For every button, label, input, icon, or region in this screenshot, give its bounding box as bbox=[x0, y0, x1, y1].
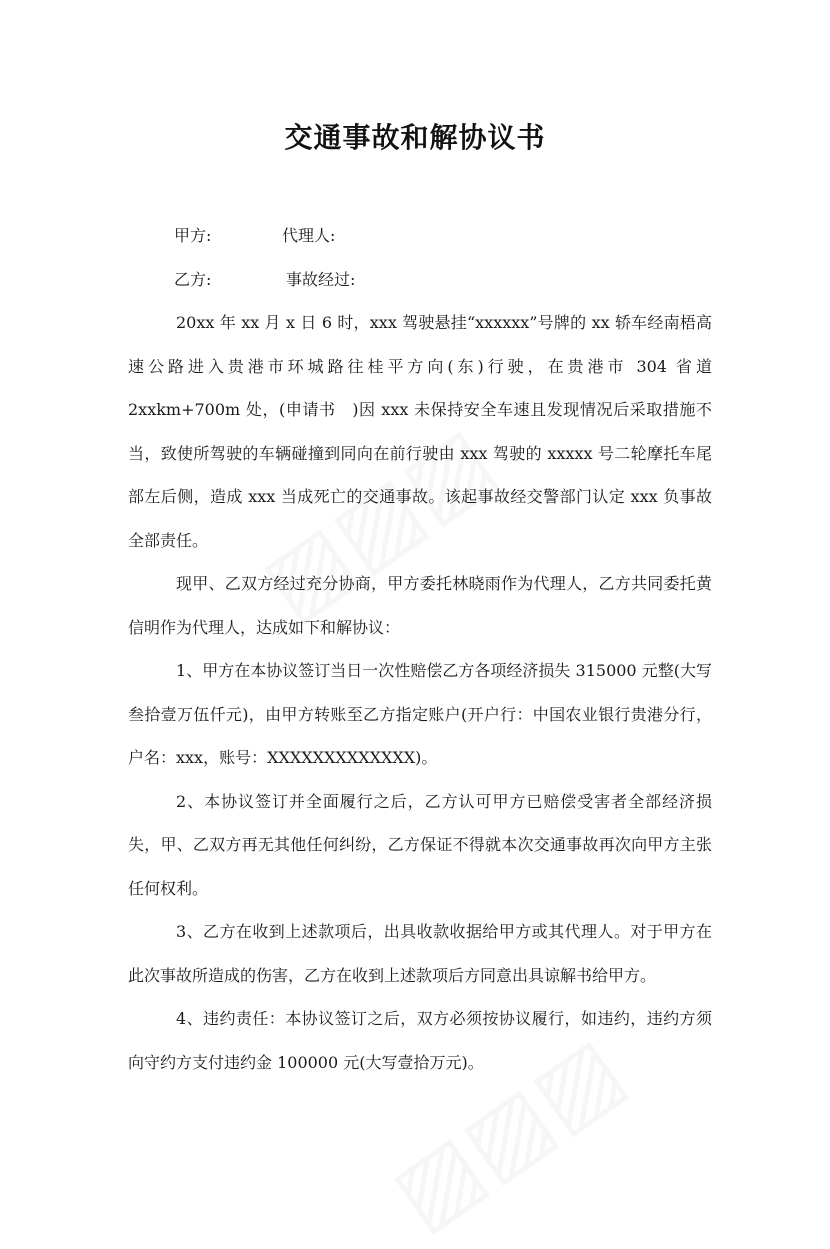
clause-3: 3、乙方在收到上述款项后，出具收款收据给甲方或其代理人。对于甲方在此次事故所造成的伤害，乙方在收到上述款项后方同意出具谅解书给甲方。 bbox=[128, 922, 712, 985]
document-title: 交通事故和解协议书 bbox=[284, 121, 546, 154]
party-a-row bbox=[128, 214, 712, 258]
accident-label: 事故经过: bbox=[286, 269, 356, 289]
paragraph-consultation: 现甲、乙双方经过充分协商，甲方委托林晓雨作为代理人，乙方共同委托黄信明作为代理人，达成如下和解协议： bbox=[128, 574, 712, 637]
party-b-row bbox=[128, 258, 712, 302]
party-a-label: 甲方: bbox=[174, 226, 212, 245]
clause-1: 1、甲方在本协议签订当日一次性赔偿乙方各项经济损失 315000 元整(大写叁拾壹万伍仟元)，由甲方转账至乙方指定账户(开户行：中国农业银行贵港分行，户名：xxx，账号：XXXXXXXXXXXXX)。 bbox=[128, 661, 712, 767]
document-body bbox=[128, 214, 712, 1084]
clause-2: 2、本协议签订并全面履行之后，乙方认可甲方已赔偿受害者全部经济损失，甲、乙双方再无其他任何纠纷，乙方保证不得就本次交通事故再次向甲方主张任何权利。 bbox=[128, 791, 712, 898]
agent-label: 代理人: bbox=[282, 226, 336, 245]
party-b-label: 乙方: bbox=[174, 269, 212, 289]
paragraph-accident: 20xx 年 xx 月 x 日 6 时，xxx 驾驶悬挂“xxxxxx”号牌的 xx 轿车经南梧高速公路进入贵港市环城路往桂平方向(东)行驶，在贵港市 304 省道 2xxkm+700m 处，(申请书 )因 xxx 未保持安全车速且发现情况后采取措施不当，致使所驾驶的车辆碰撞到同向在前行驶由 xxx 驾驶的 xxxxx 号二轮摩托车尾部左后侧，造成 xxx 当成死亡的交通事故。该起事故经交警部门认定 xxx 负事故全部责任。 bbox=[128, 313, 712, 550]
clause-4: 4、违约责任：本协议签订之后，双方必须按协议履行，如违约，违约方须向守约方支付违约金 100000 元(大写壹拾万元)。 bbox=[128, 1009, 712, 1072]
